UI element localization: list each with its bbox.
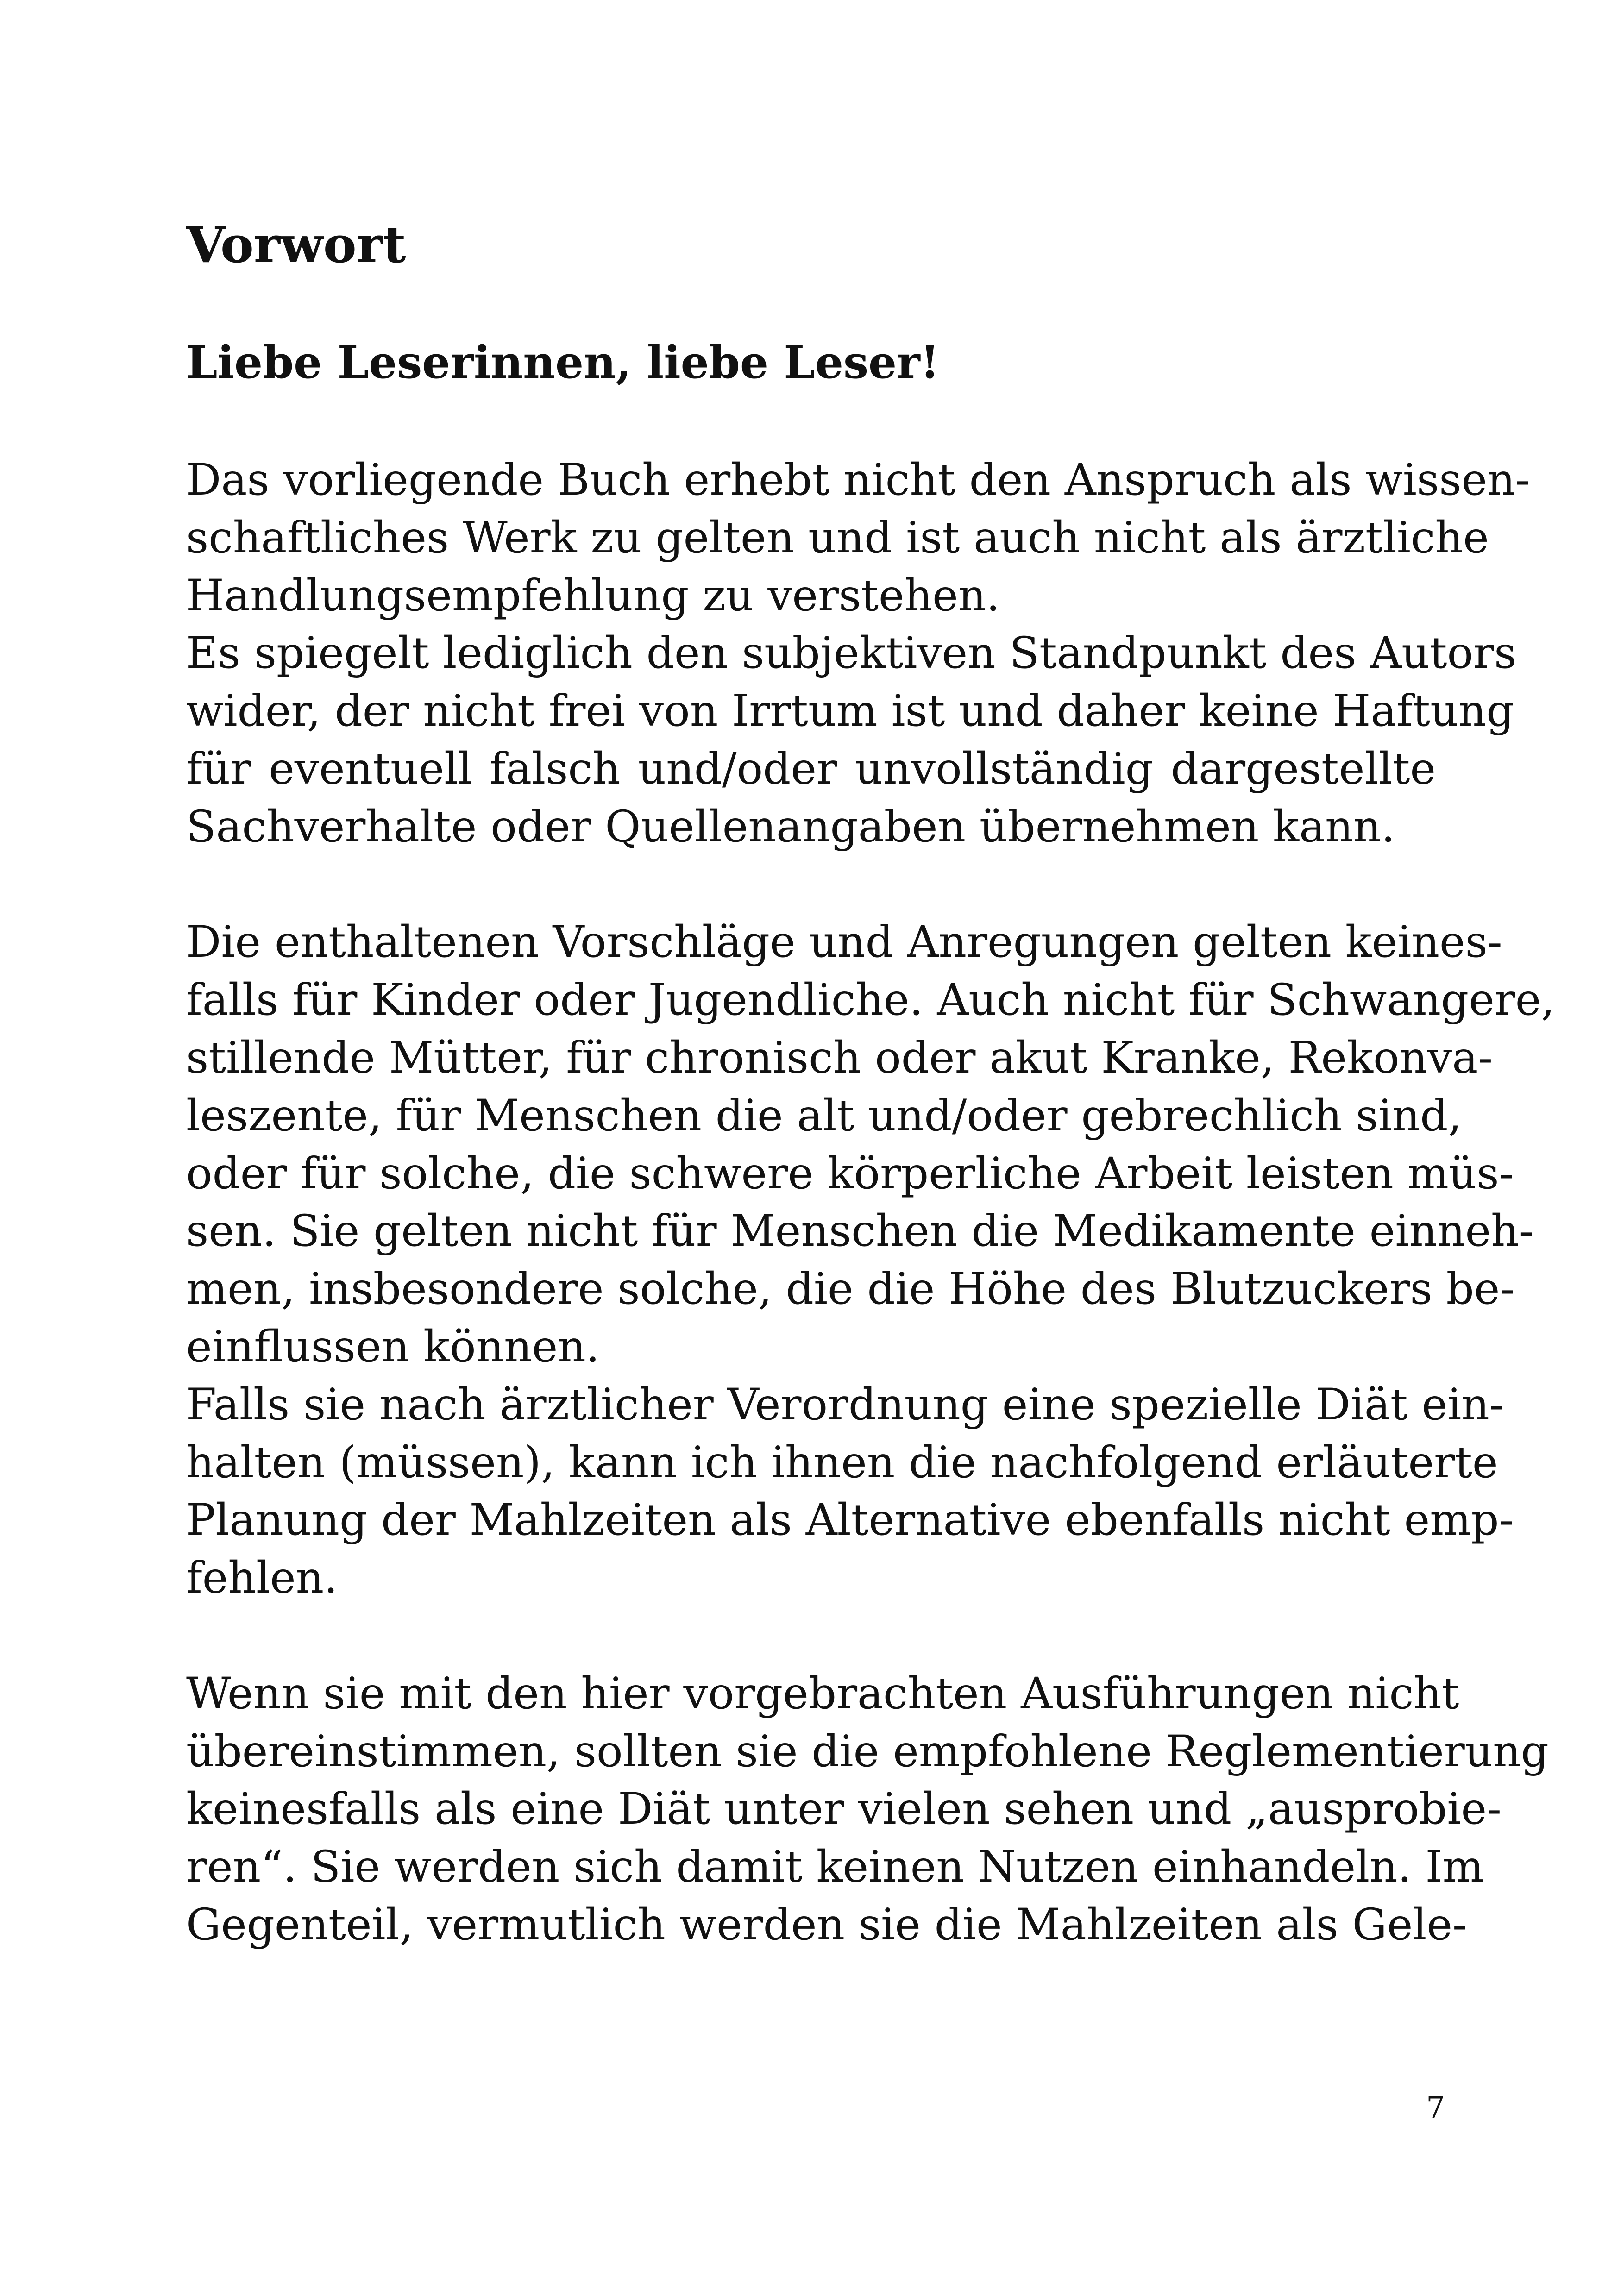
salutation: Liebe Leserinnen, liebe Leser! <box>186 336 940 389</box>
paragraph-gap <box>186 856 1436 914</box>
text-line: falls für Kinder oder Jugendliche. Auch nicht für Schwangere, <box>186 975 1555 1026</box>
text-line: Gegenteil, vermutlich werden sie die Mahlzeiten als Gele- <box>186 1899 1467 1950</box>
text-line: ren“. Sie werden sich damit keinen Nutzen einhandeln. Im <box>186 1842 1484 1893</box>
text-line: Handlungsempfehlung zu verstehen. <box>186 570 1000 621</box>
text-line: Es spiegelt lediglich den subjektiven Standpunkt des Autors <box>186 628 1517 679</box>
text-line: schaftliches Werk zu gelten und ist auch nicht als ärztliche <box>186 512 1489 563</box>
text-line: einflussen können. <box>186 1321 600 1372</box>
text-line: Falls sie nach ärztlicher Verordnung eine spezielle Diät ein- <box>186 1379 1504 1430</box>
text-line: men, insbesondere solche, die die Höhe des Blutzuckers be- <box>186 1264 1515 1315</box>
page-number: 7 <box>1426 2091 1445 2125</box>
text-line: Planung der Mahlzeiten als Alternative ebenfalls nicht emp- <box>186 1495 1514 1546</box>
text-line: Wenn sie mit den hier vorgebrachten Ausführungen nicht <box>186 1668 1459 1719</box>
text-line: für eventuell falsch und/oder unvollständig dargestellte <box>186 743 1436 794</box>
text-line: leszente, für Menschen die alt und/oder gebrechlich sind, <box>186 1090 1462 1141</box>
text-line: stillende Mütter, für chronisch oder akut Kranke, Rekonva- <box>186 1032 1493 1083</box>
text-line: übereinstimmen, sollten sie die empfohlene Reglementierung <box>186 1726 1549 1777</box>
text-line: Die enthaltenen Vorschläge und Anregungen gelten keines- <box>186 917 1502 968</box>
text-line: sen. Sie gelten nicht für Menschen die Medikamente einneh- <box>186 1206 1534 1257</box>
text-line: fehlen. <box>186 1553 338 1604</box>
text-line: keinesfalls als eine Diät unter vielen sehen und „ausprobie- <box>186 1784 1502 1835</box>
text-line: Das vorliegende Buch erhebt nicht den Anspruch als wissen- <box>186 455 1530 505</box>
text-line: oder für solche, die schwere körperliche Arbeit leisten müs- <box>186 1148 1514 1199</box>
text-line: wider, der nicht frei von Irrtum ist und daher keine Haftung <box>186 686 1514 737</box>
paragraph-gap <box>186 1607 1436 1665</box>
page-title: Vorwort <box>186 216 406 274</box>
text-line: halten (müssen), kann ich ihnen die nachfolgend erläuterte <box>186 1437 1498 1488</box>
body-text <box>186 452 1555 1954</box>
text-line: Sachverhalte oder Quellenangaben übernehmen kann. <box>186 801 1395 852</box>
